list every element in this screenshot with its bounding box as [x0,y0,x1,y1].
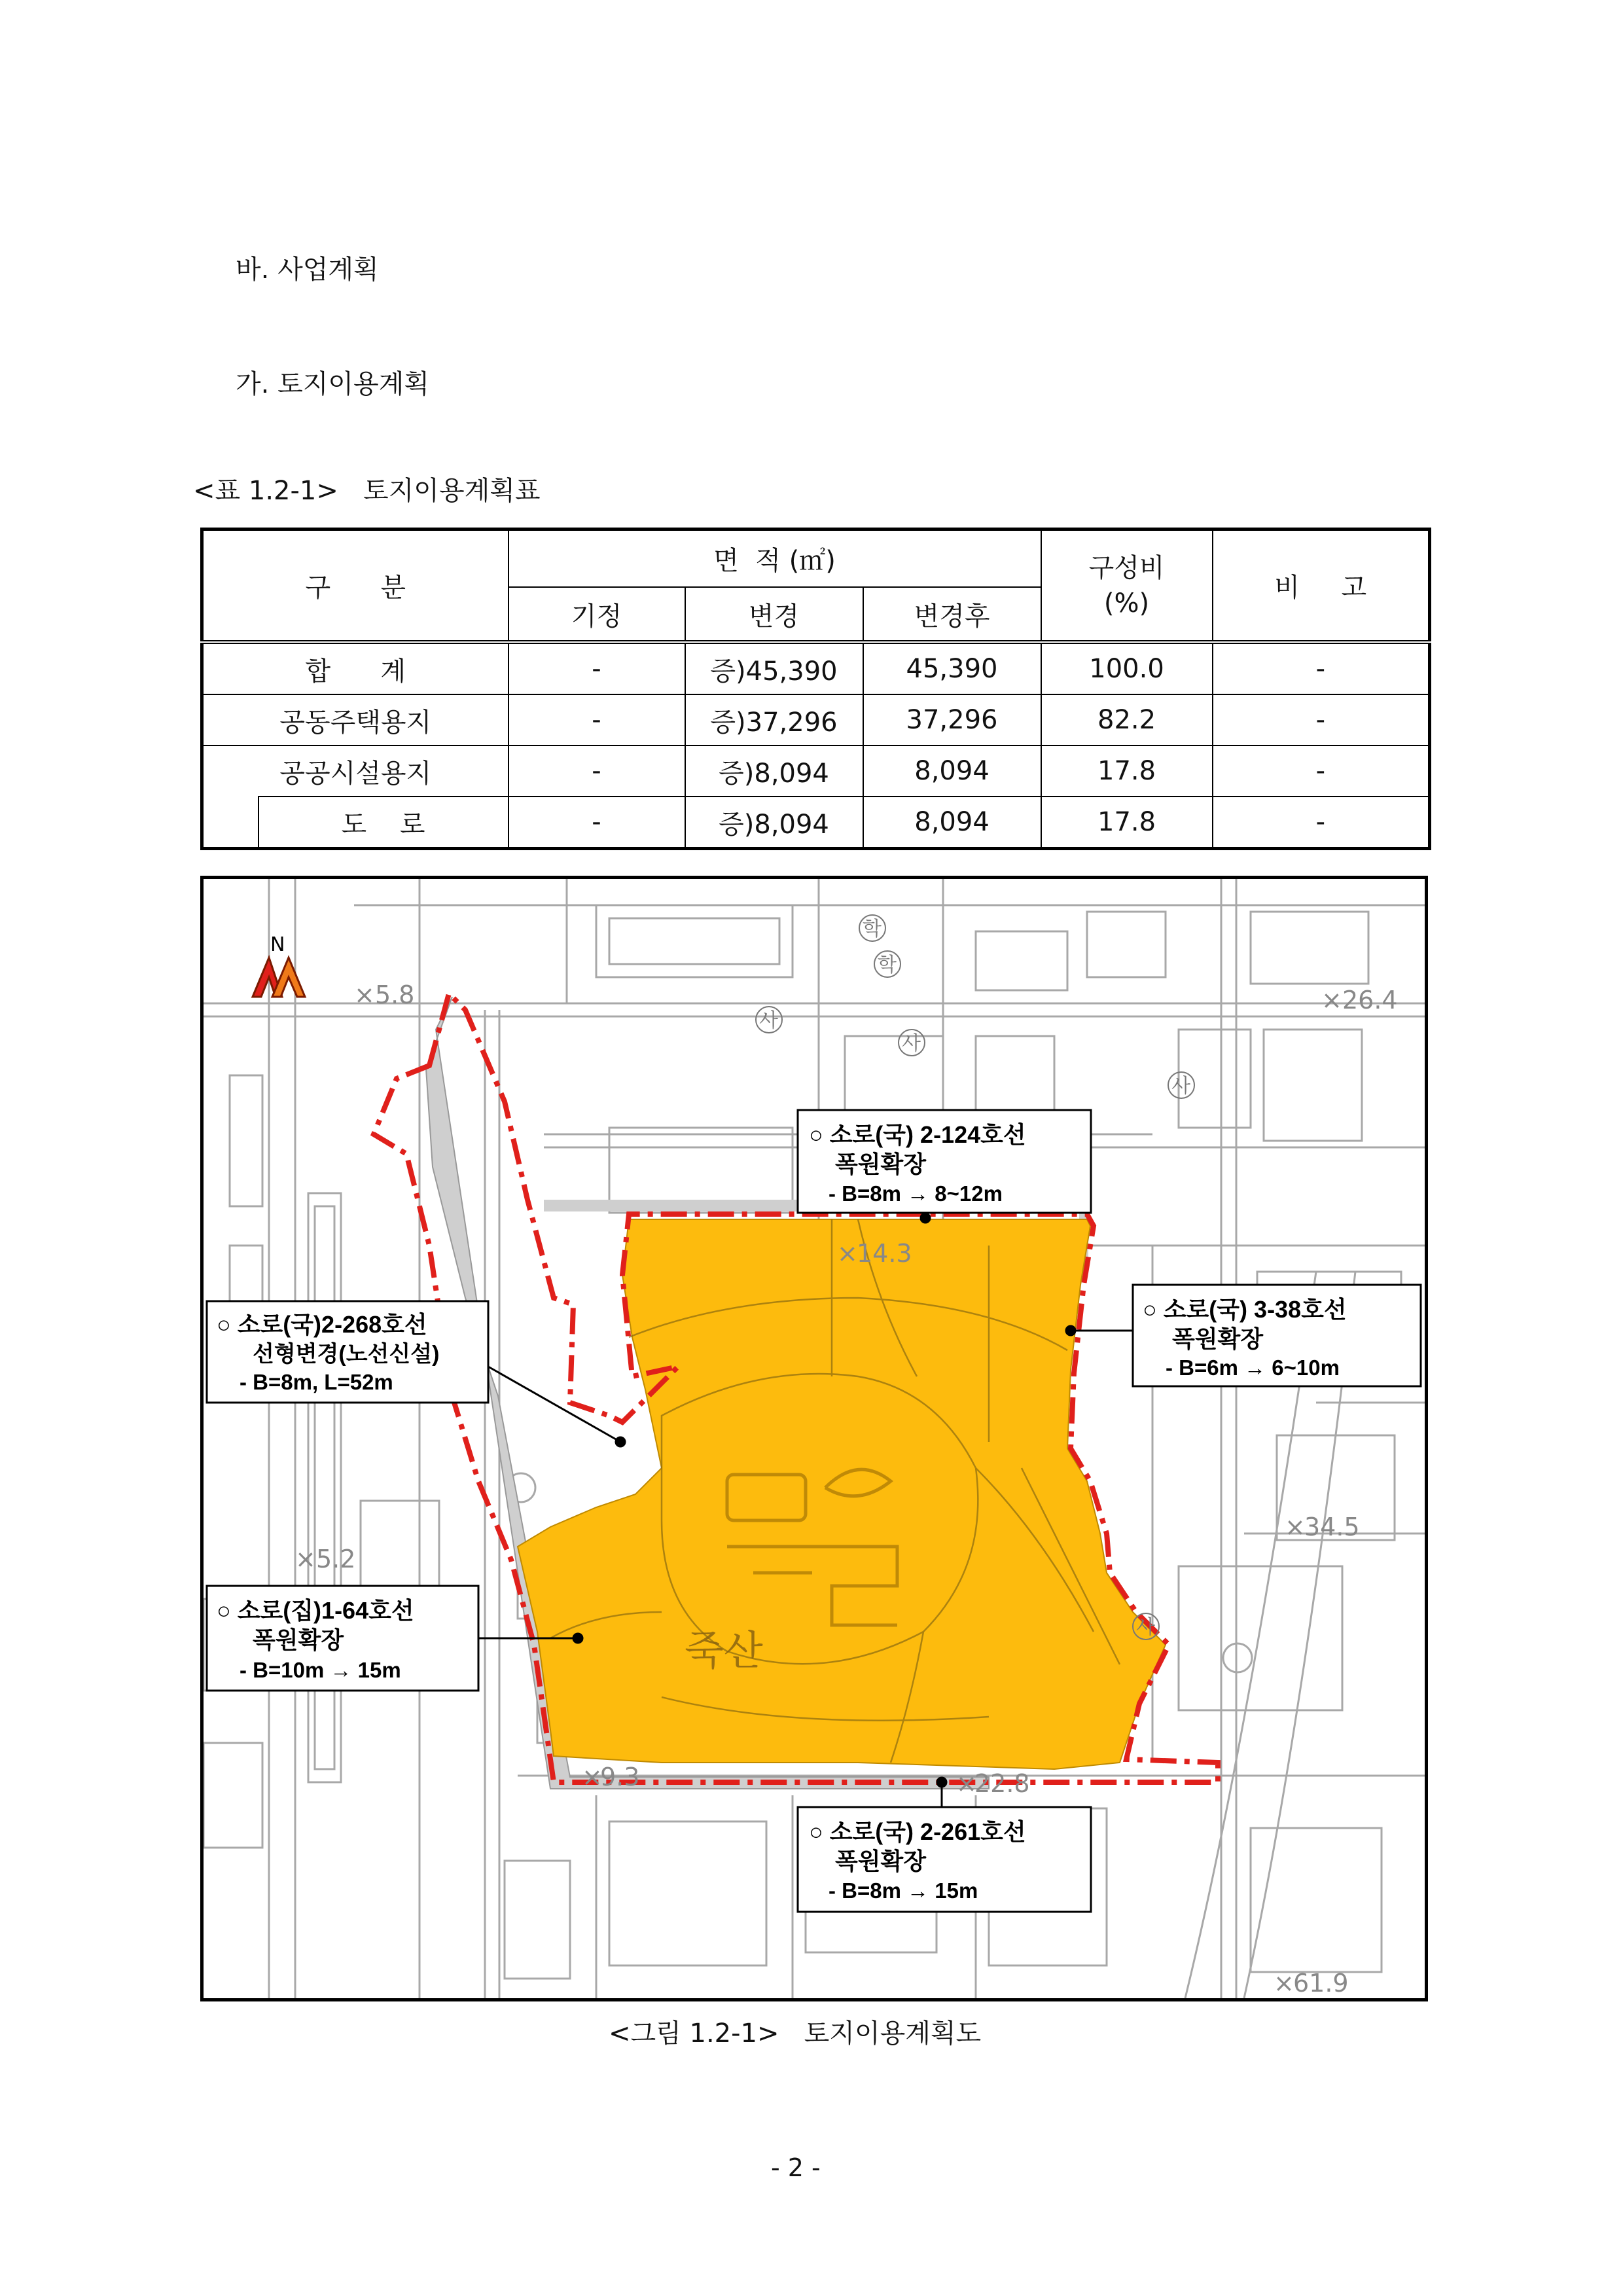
elevation-label: 5.8 [375,980,415,1009]
row-remark: - [1213,745,1430,797]
row-existing: - [508,694,685,745]
temple-symbol: 사 [902,1032,921,1055]
elevation-label: 26.4 [1342,986,1398,1014]
row-name: 합 계 [202,642,508,694]
elevation-label: 22.8 [974,1769,1030,1798]
callout-title: ○ 소로(국) 3-38호선 [1143,1296,1347,1323]
temple-symbol: 사 [1136,1616,1155,1639]
callout-detail: 폭원확장 [1172,1325,1264,1352]
header-area: 면 적 (㎡) [508,529,1041,588]
row-after: 8,094 [863,745,1041,797]
elevation-label: × [1285,1513,1306,1541]
callout-detail: - B=6m → 6~10m [1166,1355,1340,1380]
elevation-label: × [354,980,375,1009]
row-ratio: 82.2 [1041,694,1213,745]
temple-symbol: 사 [1171,1075,1190,1098]
row-after: 8,094 [863,797,1041,849]
header-ratio: 구성비 (%) [1041,529,1213,643]
subsection-heading: 가. 토지이용계획 [236,369,429,399]
land-use-plan-map [200,876,1428,2001]
callout-3-38 [1133,1285,1421,1386]
elevation-label: × [582,1763,603,1791]
callout-title: ○ 소로(집)1-64호선 [217,1597,414,1624]
callout-detail: - B=8m → 15m [829,1878,978,1903]
callout-2-268 [207,1301,488,1403]
land-use-table [200,528,1431,850]
table-caption: <표 1.2-1> 토지이용계획표 [193,476,541,506]
row-remark: - [1213,694,1430,745]
callout-detail: - B=8m, L=52m [240,1370,393,1394]
school-symbol: 학 [863,918,882,941]
row-existing: - [508,797,685,849]
row-existing: - [508,642,685,694]
figure-caption: <그림 1.2-1> 토지이용계획도 [609,2018,982,2049]
header-category: 구 분 [202,529,508,643]
row-existing: - [508,745,685,797]
row-change: 증)45,390 [685,642,863,694]
row-change: 증)8,094 [685,797,863,849]
row-remark: - [1213,642,1430,694]
callout-detail: 폭원확장 [835,1848,927,1874]
temple-symbol: 사 [759,1009,778,1032]
table-row [202,797,1430,849]
callout-2-124 [798,1110,1091,1213]
header-remark: 비 고 [1213,529,1430,643]
callout-detail: - B=8m → 8~12m [829,1181,1003,1206]
indent-cell [202,797,259,849]
page-number: - 2 - [771,2153,821,2182]
elevation-label: 14.3 [857,1239,912,1268]
callout-detail: - B=10m → 15m [240,1658,401,1682]
elevation-label: × [1274,1969,1294,1998]
table-row [202,642,1430,694]
row-change: 증)37,296 [685,694,863,745]
row-remark: - [1213,797,1430,849]
row-after: 37,296 [863,694,1041,745]
row-after: 45,390 [863,642,1041,694]
row-name: 도 로 [259,797,508,849]
elevation-label: 5.2 [316,1545,356,1573]
row-name: 공동주택용지 [202,694,508,745]
callout-2-261 [798,1807,1091,1912]
school-symbol: 학 [878,954,897,977]
callout-detail: 선형변경(노선신설) [253,1342,440,1367]
callout-detail: 폭원확장 [253,1626,344,1653]
callout-title: ○ 소로(국) 2-124호선 [809,1121,1026,1148]
elevation-label: 61.9 [1293,1969,1349,1998]
row-ratio: 17.8 [1041,745,1213,797]
header-existing: 기정 [508,587,685,642]
callout-title: ○ 소로(국)2-268호선 [217,1311,427,1338]
elevation-label: × [1321,986,1342,1014]
row-ratio: 100.0 [1041,642,1213,694]
row-name: 공공시설용지 [202,745,508,797]
elevation-label: × [956,1769,977,1798]
place-label: 죽산 [685,1626,763,1674]
table-row [202,694,1430,745]
callout-title: ○ 소로(국) 2-261호선 [809,1818,1026,1845]
header-after: 변경후 [863,587,1041,642]
row-change: 증)8,094 [685,745,863,797]
elevation-label: 34.5 [1304,1513,1360,1541]
elevation-label: × [295,1545,316,1573]
table-row [202,745,1430,797]
callout-detail: 폭원확장 [835,1151,927,1177]
elevation-label: × [837,1239,858,1268]
north-label: N [270,933,285,956]
elevation-label: 9.3 [600,1763,640,1791]
section-heading: 바. 사업계획 [236,255,379,285]
header-change: 변경 [685,587,863,642]
callout-1-64 [207,1586,478,1691]
row-ratio: 17.8 [1041,797,1213,849]
